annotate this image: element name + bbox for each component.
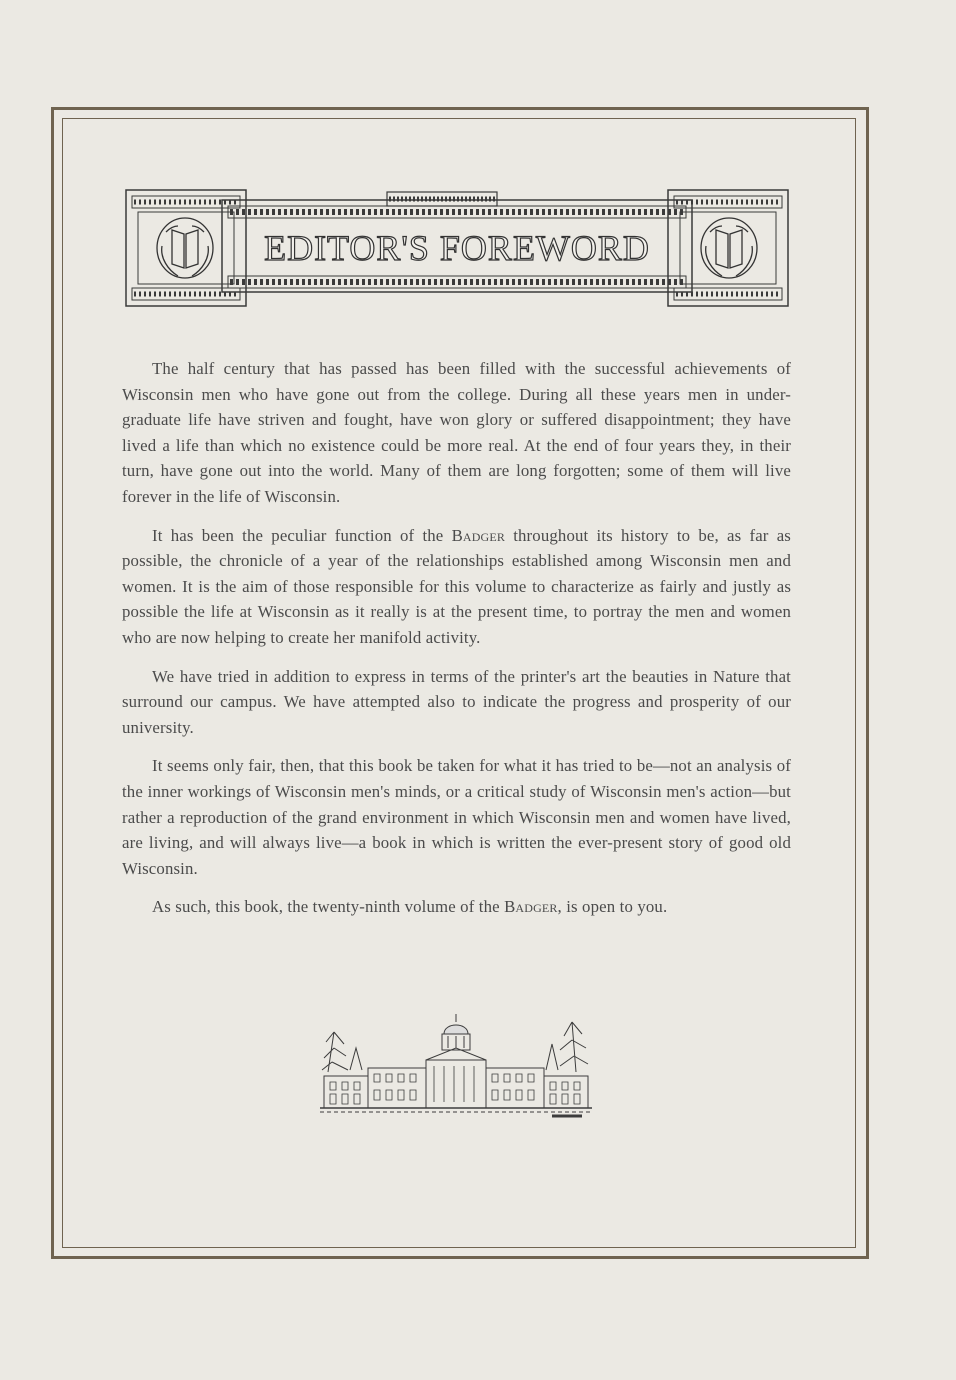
page-title: EDITOR'S FOREWORD (264, 228, 650, 268)
paragraph-3: We have tried in addition to express in terms of the printer's art the beauties in Nature that surround our campus. We have attempted also to indicate the progress and prosperity of our university. (122, 666, 791, 737)
paragraph-5 (122, 894, 791, 920)
paragraph-5-text-b: , is open to you. (557, 897, 668, 917)
paragraph-1: The half century that has passed has been filled with the successful achievements of Wisconsin men who have gone out from the college. During all these years men in under-graduate life have striven and fought, have won glory or suffered disappointment; they have lived a life than which no existence could be more real. At the end of four years they, in their turn, have gone out into the world. Many of them are long forgotten; some of them will live forever in the life of Wisconsin. (122, 359, 791, 506)
badger-name: Badger (504, 897, 558, 917)
foreword-body (122, 356, 791, 933)
title-banner (122, 186, 792, 308)
paragraph-2-text-b: throughout its history to be, as far as possible, the chronicle of a year of the relationships established among Wisconsin men and women. It is the aim of those responsible for this volume to characterize as fairly and justly as possible the life at Wisconsin as it really is at the present time, to portray the men and women who are now helping to create her manifold activity. (122, 525, 791, 647)
paragraph-2 (122, 523, 791, 651)
badger-name: Badger (451, 525, 506, 545)
paragraph-5-text-a: As such, this book, the twenty-ninth volume of the (152, 897, 505, 917)
paragraph-4: It seems only fair, then, that this book be taken for what it has tried to be—not an analysis of the inner workings of Wisconsin men's minds, or a critical study of Wisconsin men's action—but rather a reproduction of the grand environment in which Wisconsin men and women have lived, are living, and will always live—a book in which is written the ever-present story of good old Wisconsin. (122, 756, 791, 878)
paragraph-2-text-a: It has been the peculiar function of the (152, 525, 452, 545)
university-building-illustration (320, 1012, 592, 1122)
